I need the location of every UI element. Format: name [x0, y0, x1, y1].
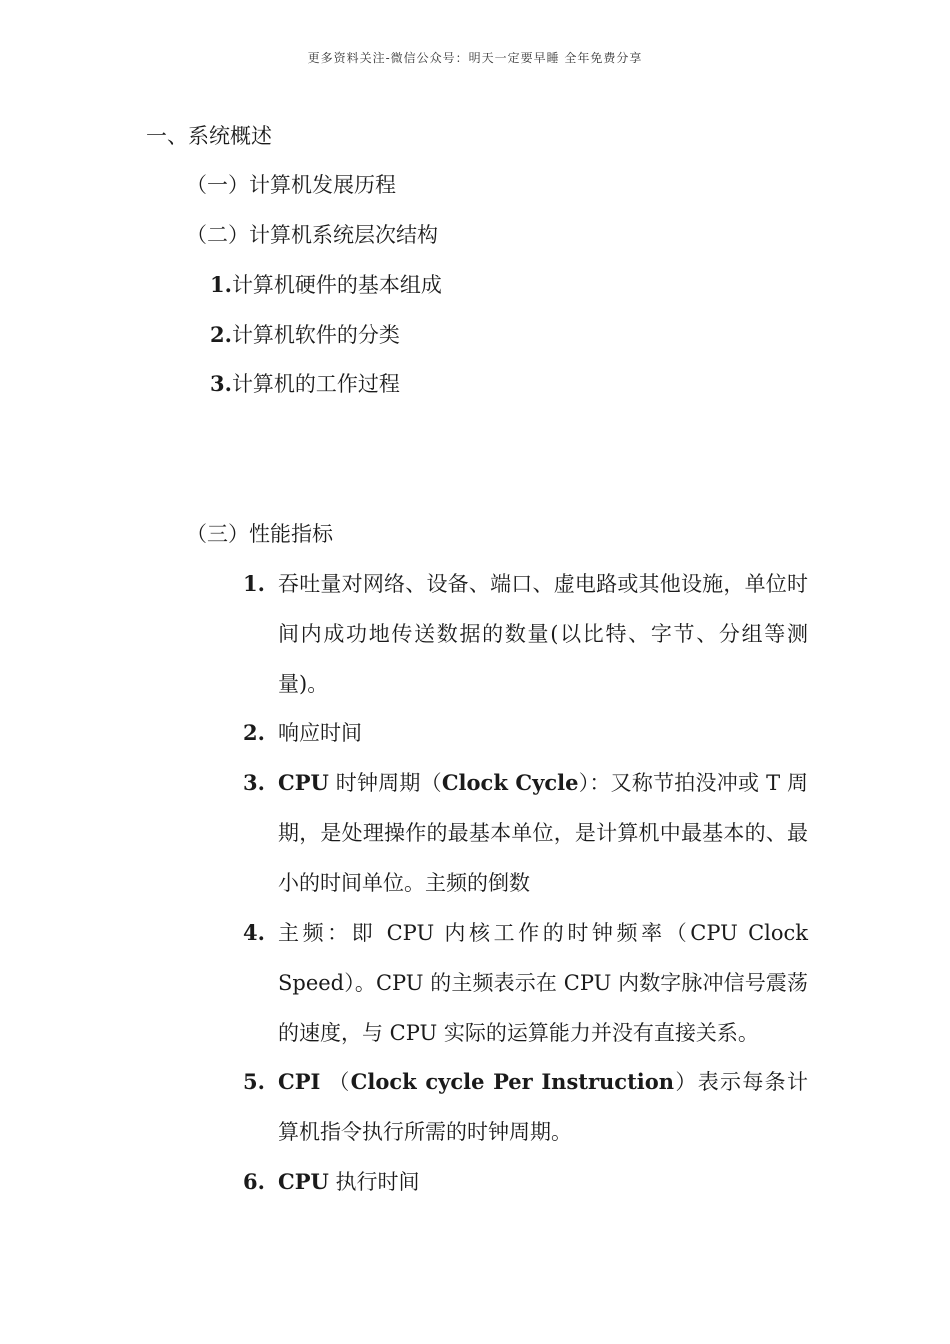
item-text: 主频：即 CPU 内核工作的时钟频率（CPU Clock Speed）。CPU 的主频表示在 CPU 内数字脉冲信号震荡的速度，与 CPU 实际的运算能力并没有直接关系。 — [278, 921, 808, 1045]
metric-item — [243, 1157, 808, 1207]
item-text: CPI （Clock cycle Per Instruction）表示每条计算机指令执行所需的时钟周期。 — [278, 1069, 809, 1144]
section-title: 一、系统概述 — [146, 124, 272, 148]
metric-item — [243, 708, 808, 758]
metric-item — [243, 559, 808, 709]
item-number: 2. — [243, 720, 265, 745]
page-header: 更多资料关注-微信公众号：明天一定要早睡 全年免费分享 — [307, 51, 643, 65]
item-number: 3. — [243, 770, 265, 795]
list-item — [210, 320, 400, 350]
item-text: CPU 执行时间 — [278, 1169, 420, 1194]
metric-item — [243, 1057, 808, 1157]
item-text: 计算机硬件的基本组成 — [231, 273, 442, 297]
item-text: CPU 时钟周期（Clock Cycle）：又称节拍没冲或 T 周期，是处理操作的最基本单位，是计算机中最基本的、最小的时间单位。主频的倒数 — [278, 770, 808, 895]
item-number: 3. — [210, 371, 232, 396]
subsection-history: （一）计算机发展历程 — [186, 173, 396, 197]
term-cpi: CPI — [278, 1069, 321, 1094]
item-number: 6. — [243, 1169, 265, 1194]
metric-item — [243, 908, 808, 1058]
item-text: 吞吐量对网络、设备、端口、虚电路或其他设施，单位时间内成功地传送数据的数量(以比特、字节、分组等测量)。 — [278, 572, 808, 696]
item-text: 响应时间 — [278, 721, 362, 745]
list-item — [210, 369, 400, 399]
item-number: 1. — [210, 272, 232, 297]
item-text: 计算机软件的分类 — [231, 323, 400, 347]
subsection-metrics: （三）性能指标 — [186, 522, 333, 546]
item-number: 2. — [210, 322, 232, 347]
term-cpu: CPU — [278, 1169, 329, 1194]
item-number: 5. — [243, 1069, 265, 1094]
item-number: 1. — [243, 571, 265, 596]
item-number: 4. — [243, 920, 265, 945]
list-item — [210, 270, 442, 300]
subsection-hierarchy: （二）计算机系统层次结构 — [186, 223, 438, 247]
term-clock-cycle: Clock Cycle — [441, 770, 579, 795]
term-cpu: CPU — [278, 770, 329, 795]
term-cpi-full: Clock cycle Per Instruction — [350, 1069, 675, 1094]
metric-item — [243, 758, 808, 908]
item-text: 计算机的工作过程 — [231, 372, 400, 396]
